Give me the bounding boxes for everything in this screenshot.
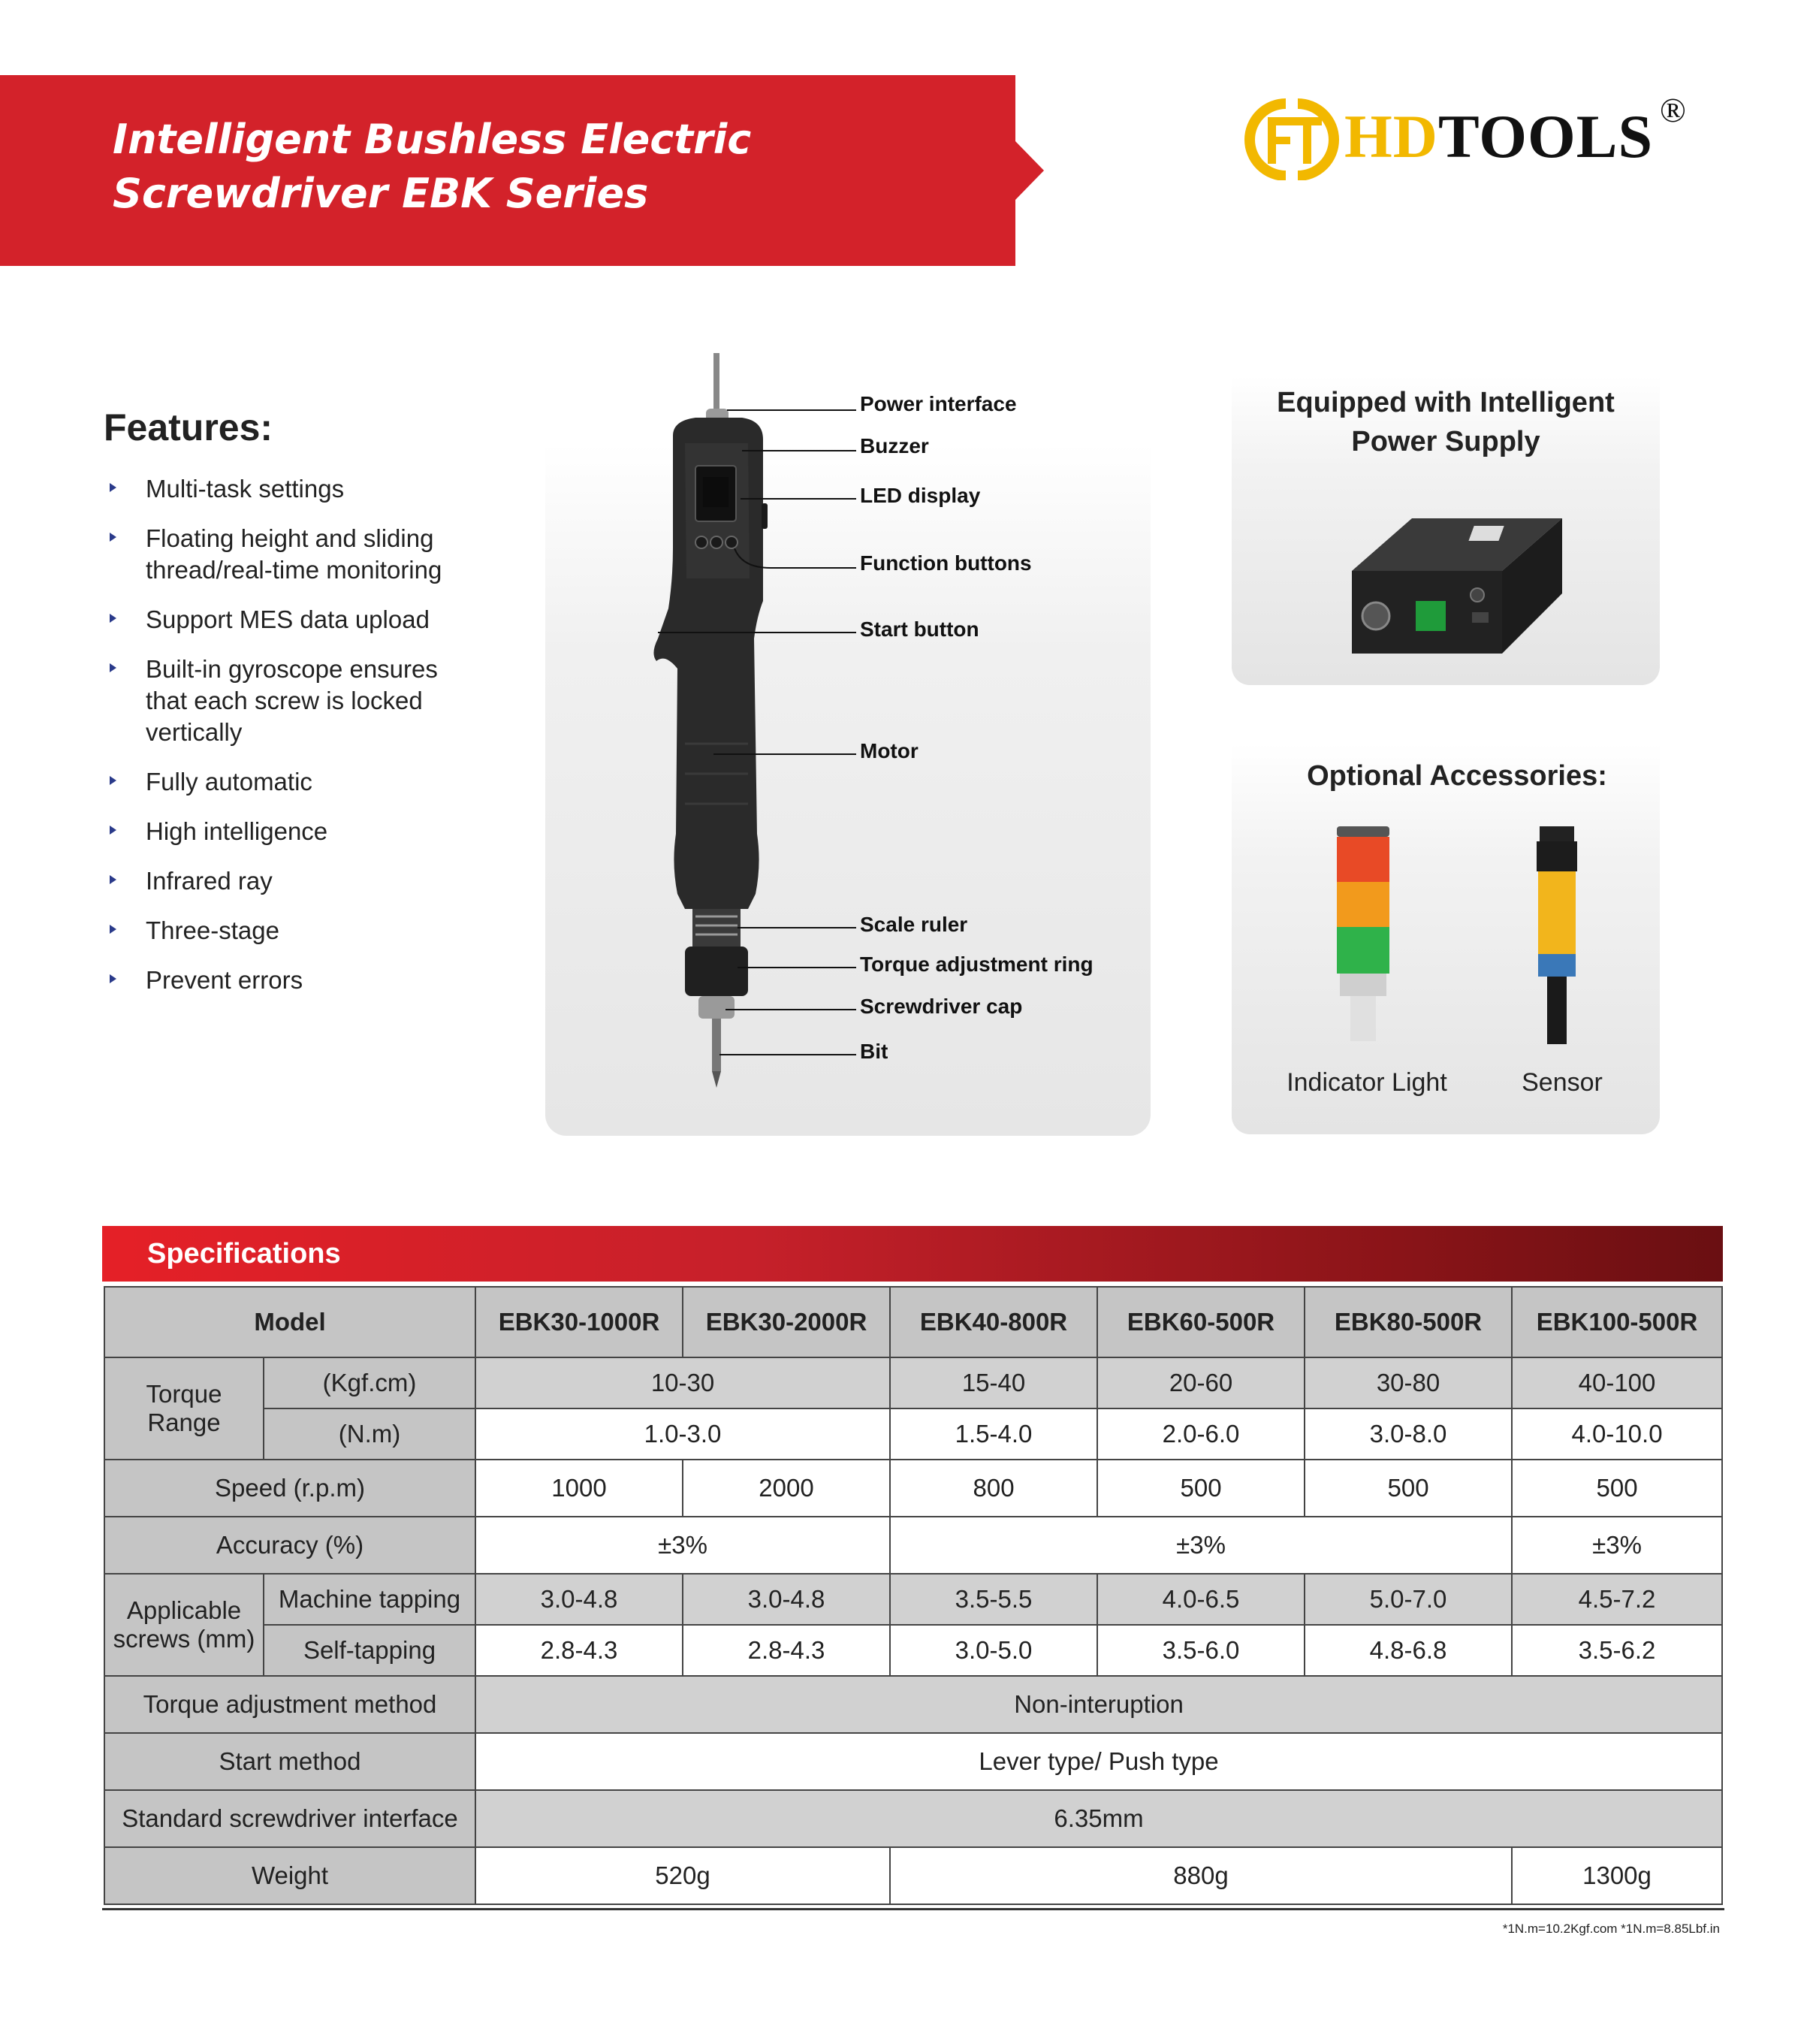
table-cell: 3.0-5.0: [890, 1625, 1097, 1676]
table-cell: 500: [1512, 1460, 1722, 1517]
callout-scale-ruler: Scale ruler: [860, 913, 968, 936]
sensor-label: Sensor: [1522, 1068, 1603, 1097]
power-supply-title-line-2: Power Supply: [1351, 426, 1540, 457]
table-cell: ±3%: [1512, 1517, 1722, 1574]
feature-item: [105, 604, 451, 636]
table-cell: 1000: [475, 1460, 683, 1517]
table-cell: 3.0-8.0: [1305, 1408, 1512, 1460]
feature-text: Fully automatic: [146, 768, 312, 796]
table-cell: 3.0-4.8: [475, 1574, 683, 1625]
bullet-icon: [110, 614, 116, 623]
table-row-torque-adjustment: [104, 1676, 1722, 1733]
feature-item: [105, 915, 451, 947]
logo-wordmark: [1344, 99, 1653, 174]
table-row-speed: [104, 1460, 1722, 1517]
table-cell: 500: [1305, 1460, 1512, 1517]
table-row-torque-kgf: [104, 1357, 1722, 1408]
specifications-table: [104, 1286, 1723, 1905]
table-cell: 2.8-4.3: [475, 1625, 683, 1676]
table-cell: 800: [890, 1460, 1097, 1517]
table-cell: 4.5-7.2: [1512, 1574, 1722, 1625]
feature-item: [105, 865, 451, 897]
model-cell: EBK60-500R: [1097, 1287, 1305, 1357]
table-cell: Lever type/ Push type: [475, 1733, 1722, 1790]
callout-buzzer: Buzzer: [860, 434, 929, 457]
table-row-accuracy: [104, 1517, 1722, 1574]
table-cell: 3.5-6.2: [1512, 1625, 1722, 1676]
table-cell: 1.0-3.0: [475, 1408, 890, 1460]
table-cell: 1300g: [1512, 1847, 1722, 1904]
callout-motor: Motor: [860, 739, 919, 762]
features-list: [105, 473, 451, 1014]
callout-torque-ring: Torque adjustment ring: [860, 953, 1094, 976]
unit-footnote: *1N.m=10.2Kgf.com *1N.m=8.85Lbf.in: [1502, 1922, 1720, 1936]
applicable-screws-label: Applicable screws (mm): [104, 1574, 264, 1676]
table-cell: 40-100: [1512, 1357, 1722, 1408]
sensor-image: [1525, 826, 1592, 1052]
model-cell: EBK80-500R: [1305, 1287, 1512, 1357]
speed-label: Speed (r.p.m): [104, 1460, 475, 1517]
feature-item: [105, 473, 451, 505]
bullet-icon: [110, 974, 116, 983]
feature-item: [105, 766, 451, 798]
table-cell: ±3%: [890, 1517, 1512, 1574]
feature-text: Prevent errors: [146, 966, 303, 994]
torque-range-label: Torque Range: [104, 1357, 264, 1460]
table-cell: Non-interuption: [475, 1676, 1722, 1733]
callout-led-display: LED display: [860, 484, 981, 507]
table-cell: 4.8-6.8: [1305, 1625, 1512, 1676]
model-cell: EBK30-1000R: [475, 1287, 683, 1357]
table-cell: 4.0-6.5: [1097, 1574, 1305, 1625]
table-row-start-method: [104, 1733, 1722, 1790]
torque-kgf-unit: (Kgf.cm): [264, 1357, 475, 1408]
feature-text: Built-in gyroscope ensures that each screw is locked vertically: [146, 655, 438, 746]
torque-adjustment-label: Torque adjustment method: [104, 1676, 475, 1733]
power-supply-image: [1337, 511, 1562, 661]
feature-text: Floating height and sliding thread/real-time monitoring: [146, 524, 442, 584]
callout-function-buttons: Function buttons: [860, 551, 1032, 575]
table-cell: 6.35mm: [475, 1790, 1722, 1847]
brand-logo: [1239, 90, 1690, 180]
table-bottom-rule: [102, 1908, 1724, 1910]
start-method-label: Start method: [104, 1733, 475, 1790]
table-row-torque-nm: [104, 1408, 1722, 1460]
specifications-header-bar: [102, 1226, 1723, 1282]
table-cell: 2.0-6.0: [1097, 1408, 1305, 1460]
table-row-weight: [104, 1847, 1722, 1904]
table-cell: 500: [1097, 1460, 1305, 1517]
table-cell: 20-60: [1097, 1357, 1305, 1408]
table-row-self-tapping: [104, 1625, 1722, 1676]
features-heading: Features:: [104, 406, 273, 448]
callout-power-interface: Power interface: [860, 392, 1017, 415]
bullet-icon: [110, 483, 116, 492]
indicator-light-label: Indicator Light: [1287, 1068, 1447, 1097]
specifications-title: Specifications: [147, 1238, 341, 1270]
feature-item: [105, 816, 451, 847]
bullet-icon: [110, 925, 116, 934]
feature-text: High intelligence: [146, 817, 328, 845]
table-cell: 2.8-4.3: [683, 1625, 890, 1676]
table-cell: 3.5-6.0: [1097, 1625, 1305, 1676]
interface-label: Standard screwdriver interface: [104, 1790, 475, 1847]
bullet-icon: [110, 533, 116, 542]
feature-text: Three-stage: [146, 916, 279, 944]
table-cell: 3.5-5.5: [890, 1574, 1097, 1625]
bullet-icon: [110, 776, 116, 785]
bullet-icon: [110, 875, 116, 884]
torque-nm-unit: (N.m): [264, 1408, 475, 1460]
self-tapping-label: Self-tapping: [264, 1625, 475, 1676]
machine-tapping-label: Machine tapping: [264, 1574, 475, 1625]
table-cell: ±3%: [475, 1517, 890, 1574]
table-row-machine-tapping: [104, 1574, 1722, 1625]
table-row-interface: [104, 1790, 1722, 1847]
screwdriver-illustration: [545, 353, 1151, 1104]
table-cell: 5.0-7.0: [1305, 1574, 1512, 1625]
logo-mark-icon: [1239, 90, 1344, 180]
model-cell: EBK40-800R: [890, 1287, 1097, 1357]
table-cell: 520g: [475, 1847, 890, 1904]
callout-screwdriver-cap: Screwdriver cap: [860, 995, 1023, 1018]
power-supply-title-line-1: Equipped with Intelligent: [1277, 387, 1615, 418]
table-cell: 1.5-4.0: [890, 1408, 1097, 1460]
feature-text: Infrared ray: [146, 867, 273, 895]
feature-text: Support MES data upload: [146, 605, 430, 633]
model-cell: EBK30-2000R: [683, 1287, 890, 1357]
power-supply-title: [1232, 383, 1660, 461]
table-cell: 3.0-4.8: [683, 1574, 890, 1625]
logo-tools: TOOLS: [1438, 102, 1654, 171]
title-line-1: Intelligent Bushless Electric: [113, 116, 752, 163]
model-label: Model: [104, 1287, 475, 1357]
table-cell: 15-40: [890, 1357, 1097, 1408]
weight-label: Weight: [104, 1847, 475, 1904]
feature-item: [105, 965, 451, 996]
table-cell: 880g: [890, 1847, 1512, 1904]
logo-hd: HD: [1344, 102, 1438, 171]
callout-start-button: Start button: [860, 617, 979, 641]
table-cell: 2000: [683, 1460, 890, 1517]
bullet-icon: [110, 663, 116, 672]
feature-text: Multi-task settings: [146, 475, 345, 503]
page-title: [113, 113, 1014, 221]
model-cell: EBK100-500R: [1512, 1287, 1722, 1357]
callout-bit: Bit: [860, 1040, 888, 1063]
accuracy-label: Accuracy (%): [104, 1517, 475, 1574]
accessories-title: Optional Accessories:: [1307, 760, 1607, 792]
table-cell: 4.0-10.0: [1512, 1408, 1722, 1460]
table-cell: 30-80: [1305, 1357, 1512, 1408]
registered-mark: ®: [1660, 91, 1686, 129]
feature-item: [105, 523, 451, 586]
table-row-model: [104, 1287, 1722, 1357]
bullet-icon: [110, 826, 116, 835]
indicator-light-image: [1322, 826, 1404, 1052]
title-line-2: Screwdriver EBK Series: [113, 170, 649, 217]
table-cell: 10-30: [475, 1357, 890, 1408]
feature-item: [105, 654, 451, 748]
